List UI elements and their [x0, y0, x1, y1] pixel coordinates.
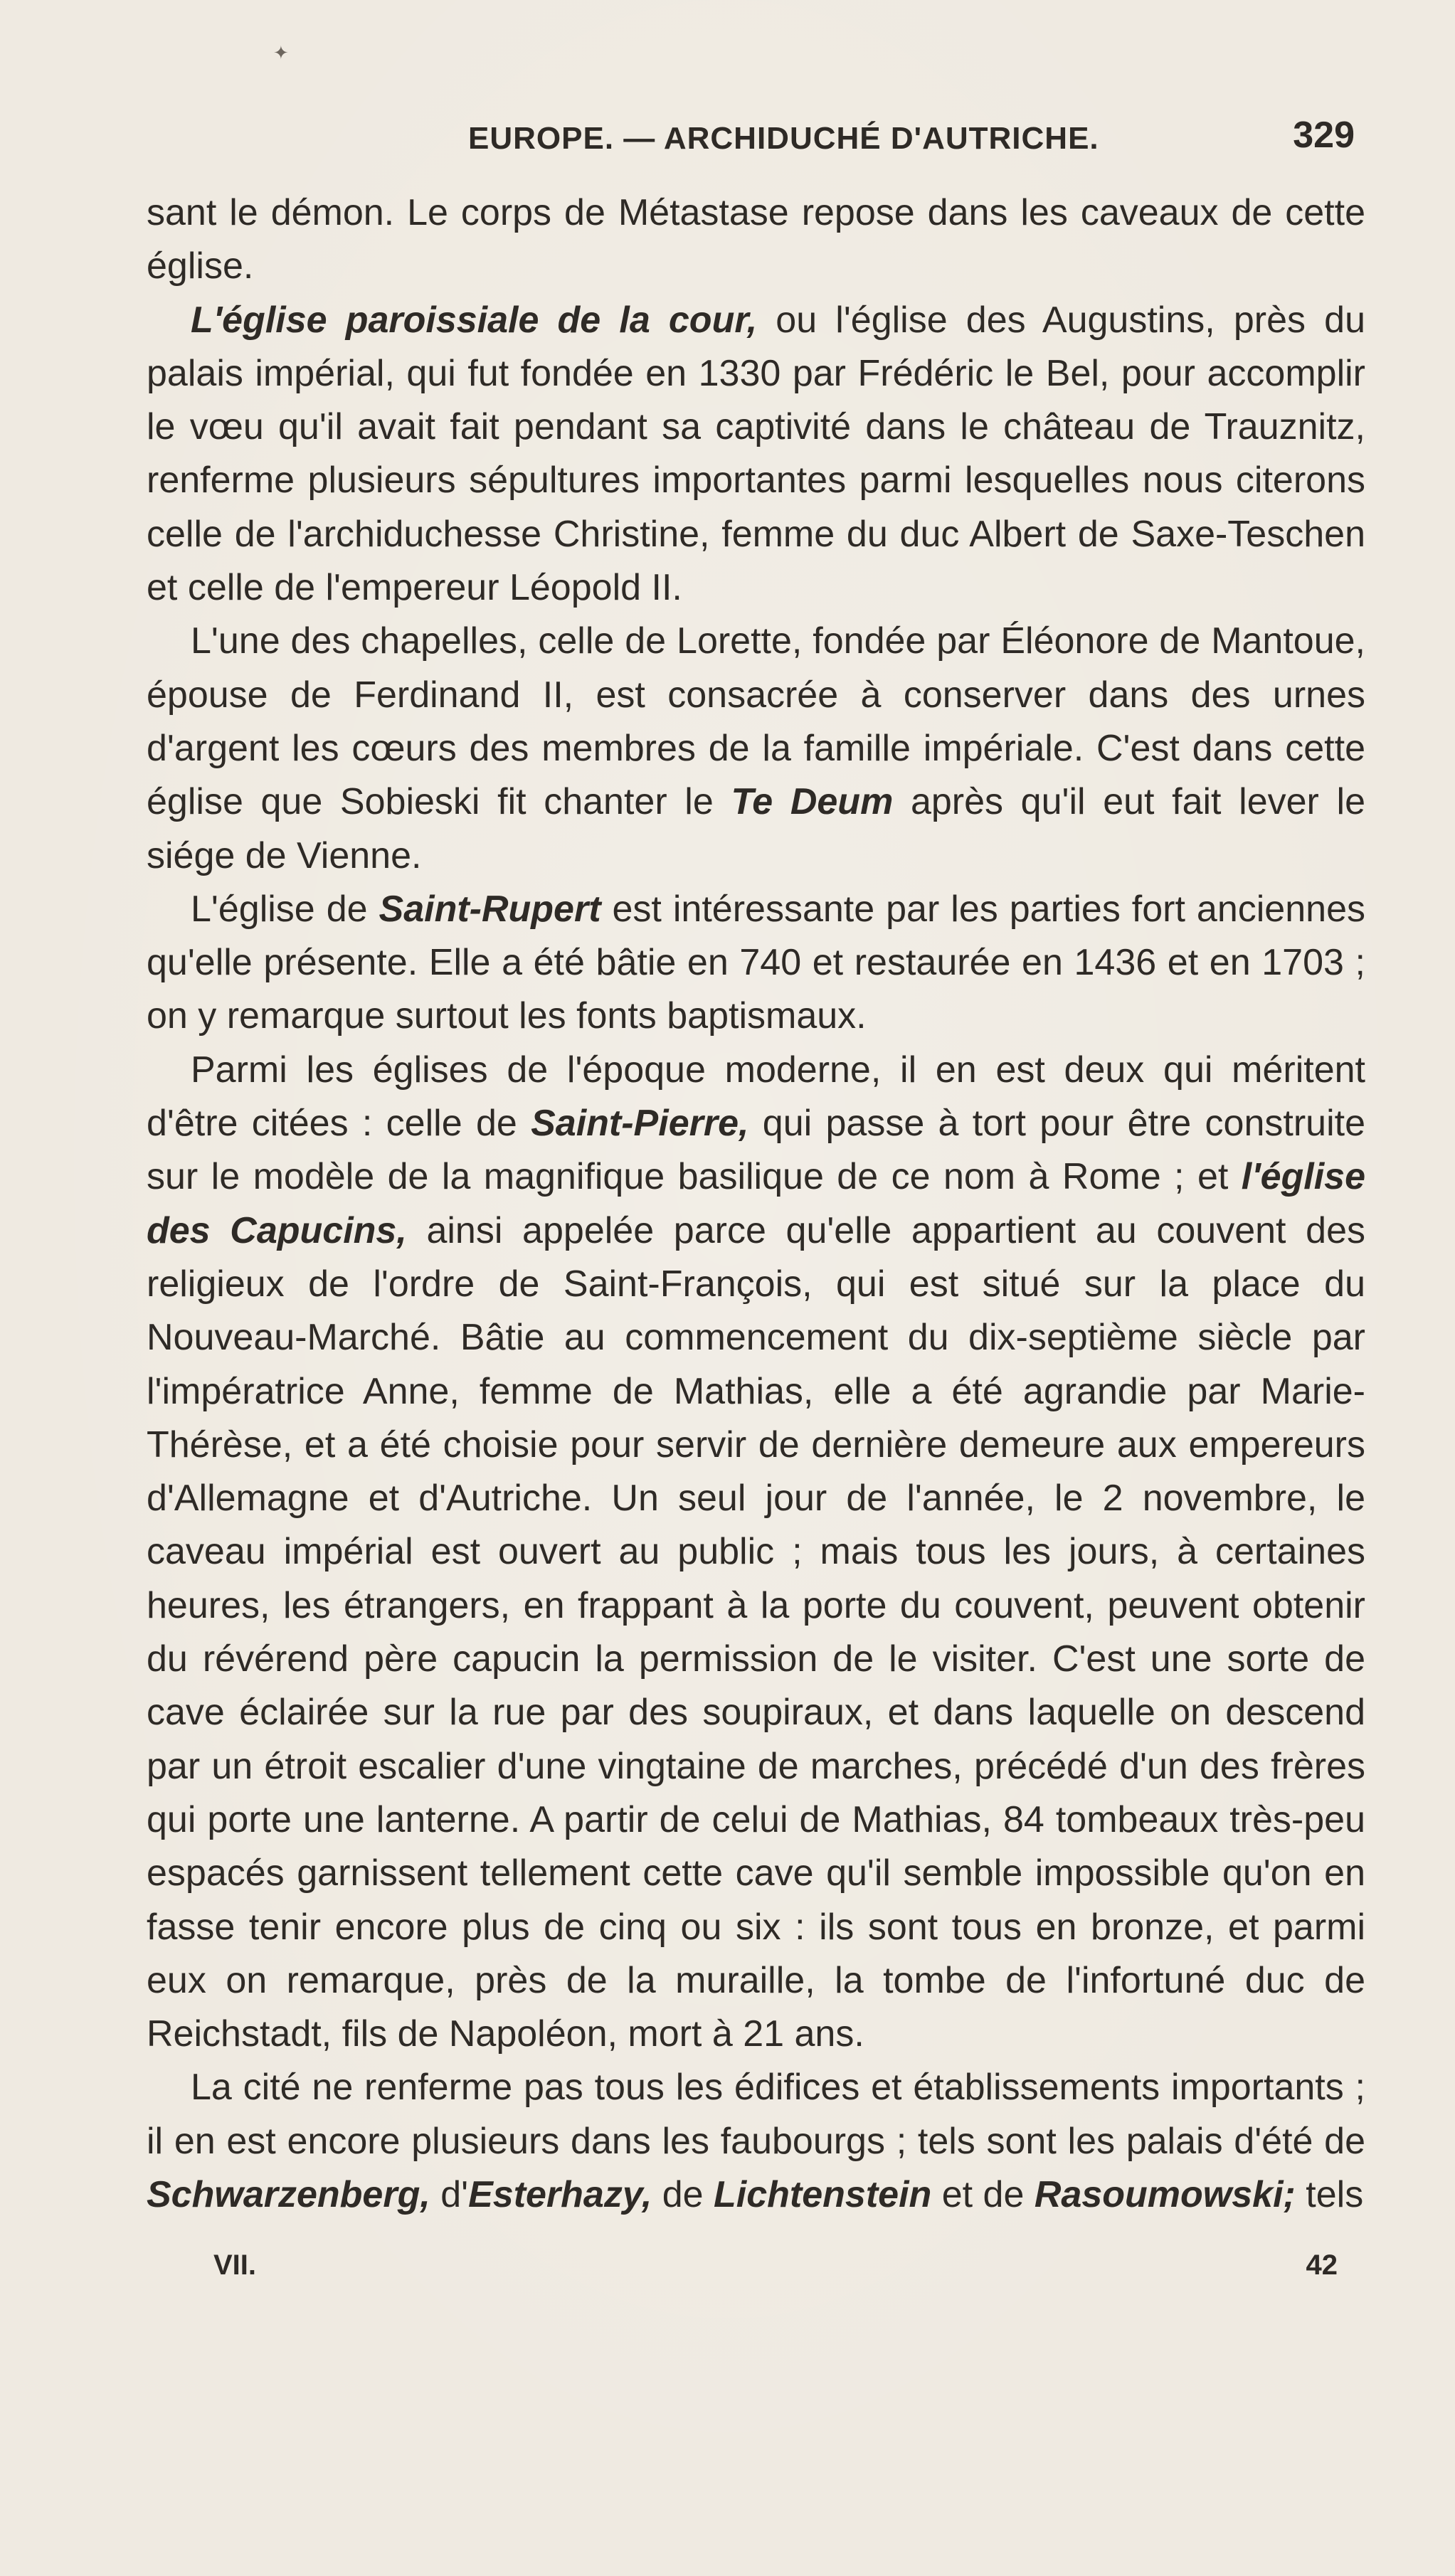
italic-text-segment: l'église des Capucins,	[147, 1156, 1365, 1251]
text-segment: ou l'église des Augustins, près du palais impérial, qui fut fondée en 1330 par Frédéric le Bel, pour accomplir le vœu qu'il avait fait pendant sa captivité dans le château de Trauznitz, renferme plusieurs sépultures importantes parmi lesquelles nous citerons celle de l'archiduchesse Christine, femme du duc Albert de Saxe-Teschen et celle de l'empereur Léopold II.	[147, 299, 1365, 609]
italic-text-segment: Schwarzenberg,	[147, 2173, 430, 2215]
text-segment: après qu'il eut fait lever le siége de Vienne.	[147, 781, 1365, 876]
page-footer	[213, 2249, 1338, 2285]
paragraph	[147, 2061, 1365, 2222]
italic-text-segment: Lichtenstein	[714, 2173, 932, 2215]
signature-mark: VII.	[213, 2249, 257, 2281]
paragraph	[147, 1044, 1365, 2062]
italic-text-segment: Saint-Pierre,	[531, 1103, 749, 1145]
italic-text-segment: Rasoumowski;	[1034, 2173, 1296, 2215]
text-segment: d'	[430, 2173, 469, 2215]
text-segment: tels	[1295, 2173, 1364, 2215]
text-segment: L'une des chapelles, celle de Lorette, fondée par Éléonore de Mantoue, épouse de Ferdinand II, est consacrée à conserver dans des urnes d'argent les cœurs des membres de la famille impériale. C'est dans cette église que Sobieski fit chanter le	[147, 620, 1365, 823]
italic-text-segment: Saint-Rupert	[379, 888, 601, 930]
text-segment: qui passe à tort pour être construite sur le modèle de la magnifique basilique de ce nom à Rome ; et	[147, 1103, 1365, 1198]
italic-text-segment: Esterhazy,	[468, 2173, 652, 2215]
page-number: 329	[1293, 115, 1355, 156]
text-segment: Parmi les églises de l'époque moderne, il en est deux qui méritent d'être citées : celle de	[147, 1049, 1365, 1145]
text-segment: est intéressante par les parties fort anciennes qu'elle présente. Elle a été bâtie en 740 et restaurée en 1436 et en 1703 ; on y remarque surtout les fonts baptismaux.	[147, 888, 1365, 1037]
text-segment: L'église de	[191, 888, 379, 930]
running-head: EUROPE. — ARCHIDUCHÉ D'AUTRICHE.	[468, 121, 1099, 156]
paragraph	[147, 615, 1365, 882]
body-text	[147, 186, 1365, 2222]
paragraph	[147, 186, 1365, 294]
text-segment: La cité ne renferme pas tous les édifices et établissements importants ; il en est encore plusieurs dans les faubourgs ; tels sont les palais d'été de	[147, 2067, 1365, 2162]
ink-speck-mark: ✦	[273, 43, 289, 63]
text-segment: et de	[931, 2173, 1035, 2215]
text-segment: ainsi appelée parce qu'elle appartient au couvent des religieux de l'ordre de Saint-François, qui est situé sur la place du Nouveau-Marché. Bâtie au commencement du dix-septième siècle par l'impératrice Anne, femme de Mathias, elle a été agrandie par Marie-Thérèse, et a été choisie pour servir de dernière demeure aux empereurs d'Allemagne et d'Autriche. Un seul jour de l'année, le 2 novembre, le caveau impérial est ouvert au public ; mais tous les jours, à certaines heures, les étrangers, en frappant à la porte du couvent, peuvent obtenir du révérend père capucin la permission de le visiter. C'est une sorte de cave éclairée sur la rue par des soupiraux, et dans laquelle on descend par un étroit escalier d'une vingtaine de marches, précédé d'un des frères qui porte une lanterne. A partir de celui de Mathias, 84 tombeaux très-peu espacés garnissent tellement cette cave qu'il semble impossible qu'on en fasse tenir encore plus de cinq ou six : ils sont tous en bronze, et parmi eux on remarque, près de la muraille, la tombe de l'infortuné duc de Reichstadt, fils de Napoléon, mort à 21 ans.	[147, 1209, 1365, 2055]
page-header	[148, 114, 1365, 164]
text-segment: de	[652, 2173, 714, 2215]
italic-text-segment: Te Deum	[731, 781, 894, 823]
italic-text-segment: L'église paroissiale de la cour,	[191, 299, 758, 341]
sheet-number: 42	[1306, 2249, 1338, 2281]
paragraph	[147, 883, 1365, 1044]
paragraph	[147, 294, 1365, 615]
text-segment: sant le démon. Le corps de Métastase repose dans les caveaux de cette église.	[147, 192, 1365, 287]
